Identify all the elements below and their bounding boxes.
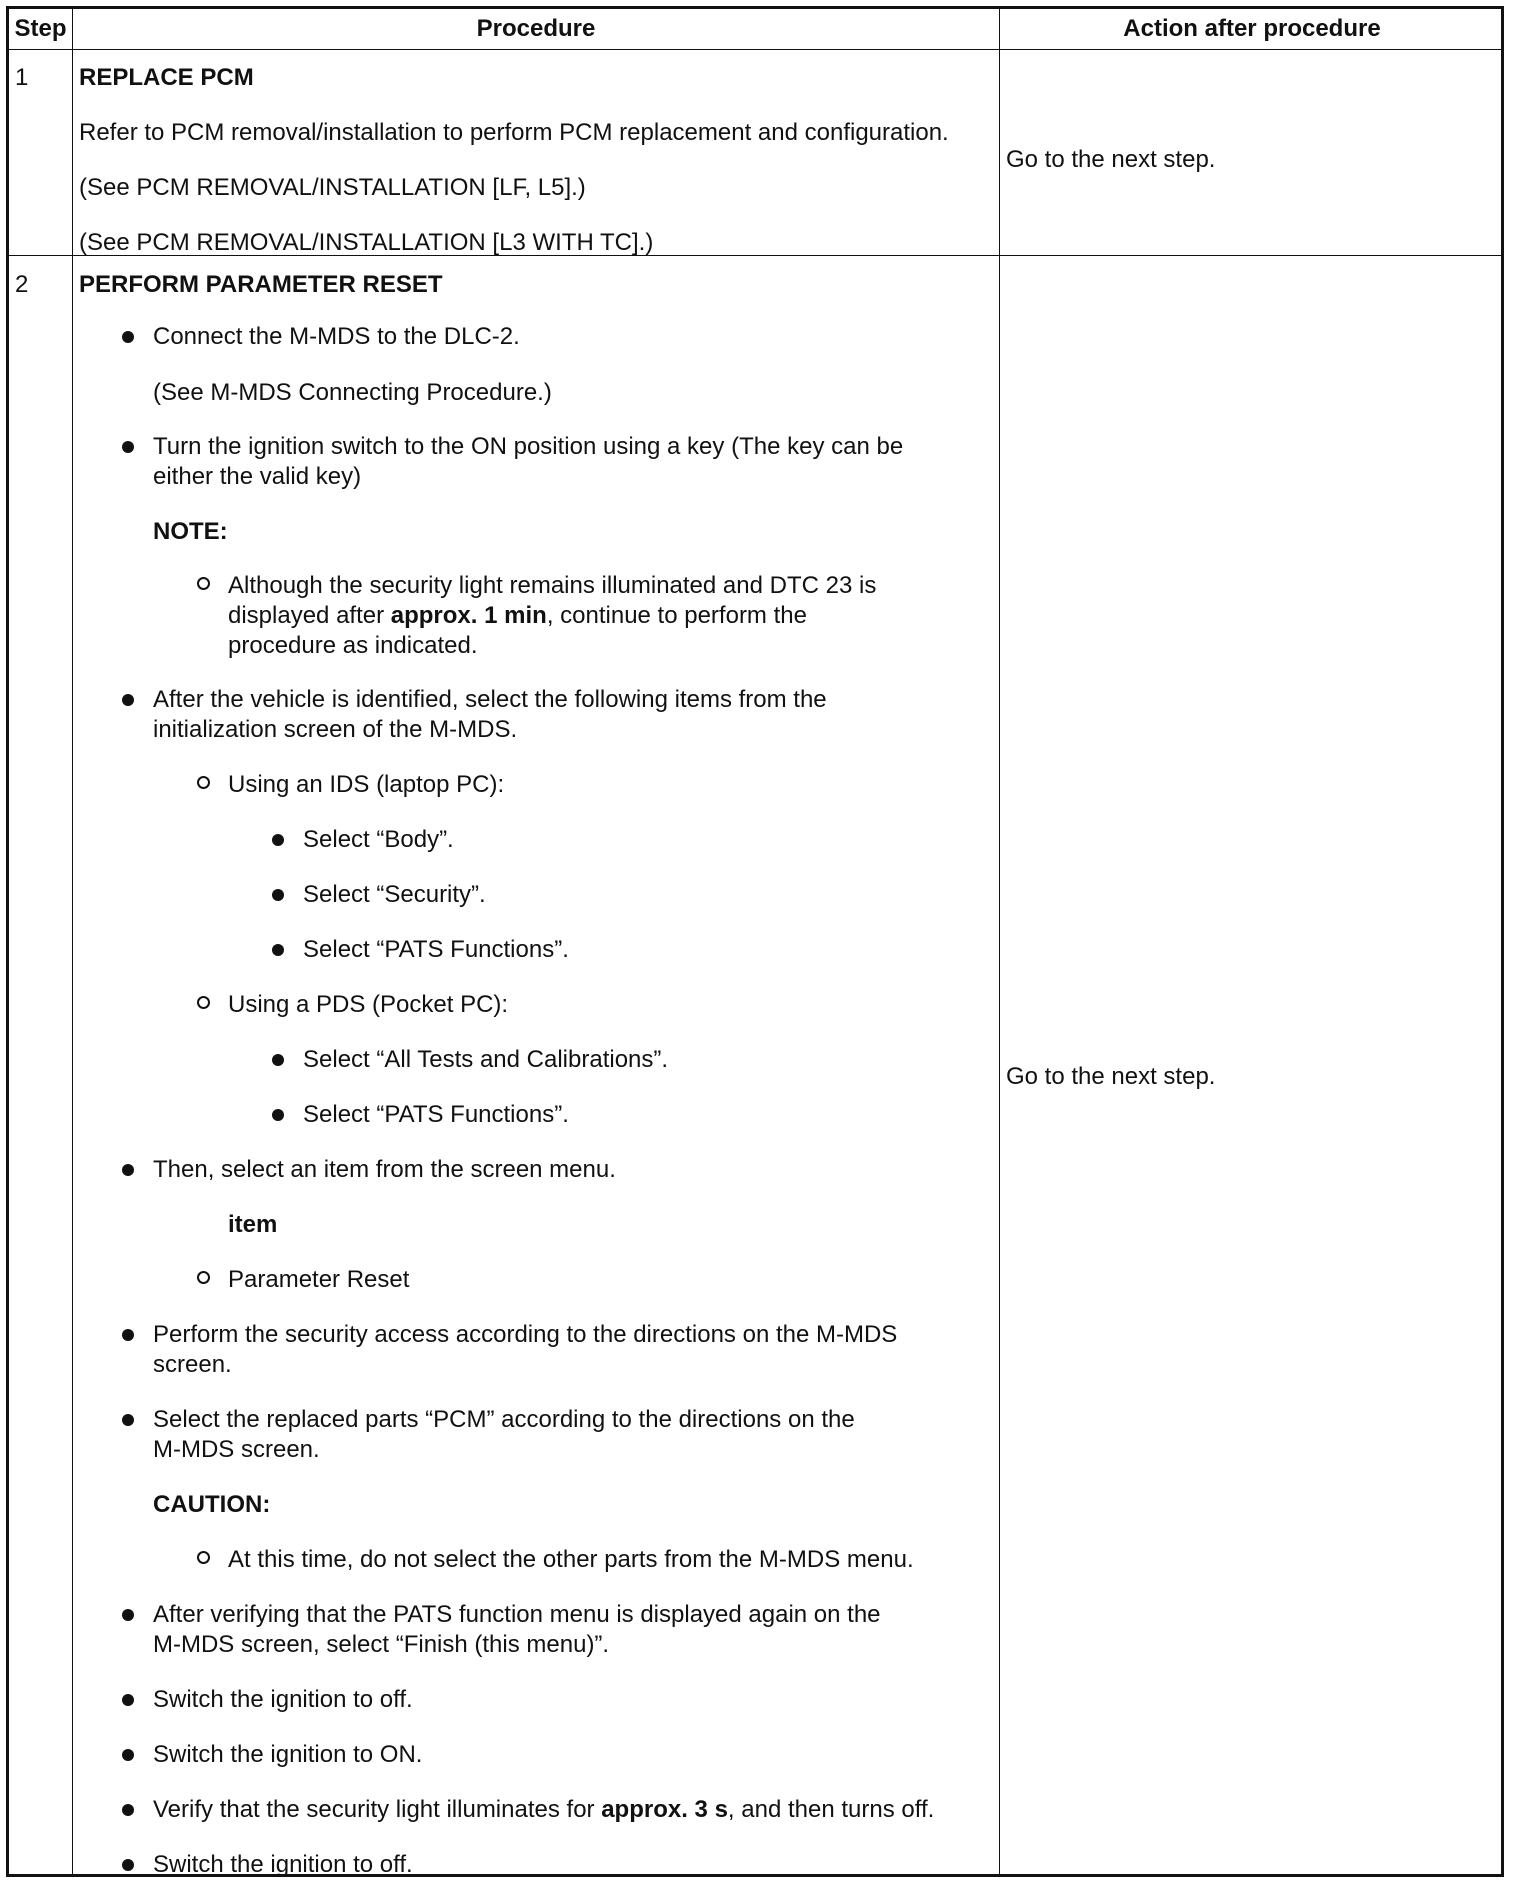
bullet-icon (122, 1749, 134, 1761)
bullet-icon (272, 1054, 284, 1066)
step-security-access-line2: screen. (153, 1351, 232, 1378)
pds-select-all: Select “All Tests and Calibrations”. (303, 1046, 669, 1073)
step-identified-line1: After the vehicle is identified, select the following items from the (153, 686, 827, 713)
bullet-icon (272, 944, 284, 956)
note-line2: displayed after approx. 1 min, continue to perform the (228, 602, 807, 629)
row1-line3: (See PCM REMOVAL/INSTALLATION [L3 WITH TC].) (79, 229, 654, 256)
ids-select-security: Select “Security”. (303, 881, 486, 908)
bullet-icon (122, 1804, 134, 1816)
step-connect: Connect the M-MDS to the DLC-2. (153, 323, 520, 350)
step-ignition-on: Switch the ignition to ON. (153, 1741, 423, 1768)
bullet-icon (122, 441, 134, 453)
sub-bullet-icon (197, 996, 210, 1009)
using-pds: Using a PDS (Pocket PC): (228, 991, 509, 1018)
bullet-icon (122, 1164, 134, 1176)
ids-select-pats: Select “PATS Functions”. (303, 936, 569, 963)
caution-line1: At this time, do not select the other parts from the M-MDS menu. (228, 1546, 914, 1573)
sub-bullet-icon (197, 1551, 210, 1564)
step-security-access-line1: Perform the security access according to the directions on the M-MDS (153, 1321, 898, 1348)
step-connect-ref: (See M-MDS Connecting Procedure.) (153, 379, 552, 406)
bullet-icon (122, 1694, 134, 1706)
bullet-icon (122, 1414, 134, 1426)
column-divider (999, 9, 1000, 1874)
header-step: Step (14, 15, 67, 42)
item-label: item (228, 1211, 278, 1238)
caution-label: CAUTION: (153, 1491, 271, 1518)
row1-line1: Refer to PCM removal/installation to perform PCM replacement and configuration. (79, 119, 949, 146)
step-replaced-line2: M-MDS screen. (153, 1436, 320, 1463)
header-divider (9, 49, 1501, 50)
header-action: Action after procedure (1123, 15, 1381, 42)
row1-step: 1 (15, 64, 29, 91)
row2-title: PERFORM PARAMETER RESET (79, 271, 443, 298)
step-turn-on-line2: either the valid key) (153, 463, 362, 490)
procedure-table (6, 6, 1504, 1877)
sub-bullet-icon (197, 1271, 210, 1284)
note-label: NOTE: (153, 518, 228, 545)
step-verify-menu-line2: M-MDS screen, select “Finish (this menu)”. (153, 1631, 610, 1658)
bullet-icon (122, 1329, 134, 1341)
sub-bullet-icon (197, 577, 210, 590)
bullet-icon (272, 889, 284, 901)
step-verify-light: Verify that the security light illuminates for approx. 3 s, and then turns off. (153, 1796, 935, 1823)
row1-title: REPLACE PCM (79, 64, 254, 91)
pds-select-pats: Select “PATS Functions”. (303, 1101, 569, 1128)
bullet-icon (272, 1109, 284, 1121)
parameter-reset: Parameter Reset (228, 1266, 410, 1293)
sub-bullet-icon (197, 776, 210, 789)
row1-line2: (See PCM REMOVAL/INSTALLATION [LF, L5].) (79, 174, 586, 201)
step-replaced-line1: Select the replaced parts “PCM” according to the directions on the (153, 1406, 855, 1433)
row1-action: Go to the next step. (1006, 146, 1216, 173)
bullet-icon (122, 694, 134, 706)
step-ignition-off-2: Switch the ignition to off. (153, 1851, 413, 1878)
step-then-select: Then, select an item from the screen menu. (153, 1156, 616, 1183)
step-verify-menu-line1: After verifying that the PATS function menu is displayed again on the (153, 1601, 881, 1628)
note-line3: procedure as indicated. (228, 632, 478, 659)
bullet-icon (122, 331, 134, 343)
row2-action: Go to the next step. (1006, 1063, 1216, 1090)
step-ignition-off-1: Switch the ignition to off. (153, 1686, 413, 1713)
using-ids: Using an IDS (laptop PC): (228, 771, 505, 798)
bullet-icon (272, 834, 284, 846)
ids-select-body: Select “Body”. (303, 826, 454, 853)
note-line1: Although the security light remains illuminated and DTC 23 is (228, 572, 877, 599)
column-divider (72, 9, 73, 1874)
row2-step: 2 (15, 271, 29, 298)
bullet-icon (122, 1609, 134, 1621)
step-identified-line2: initialization screen of the M-MDS. (153, 716, 518, 743)
header-procedure: Procedure (476, 15, 596, 42)
step-turn-on-line1: Turn the ignition switch to the ON position using a key (The key can be (153, 433, 904, 460)
bullet-icon (122, 1859, 134, 1871)
